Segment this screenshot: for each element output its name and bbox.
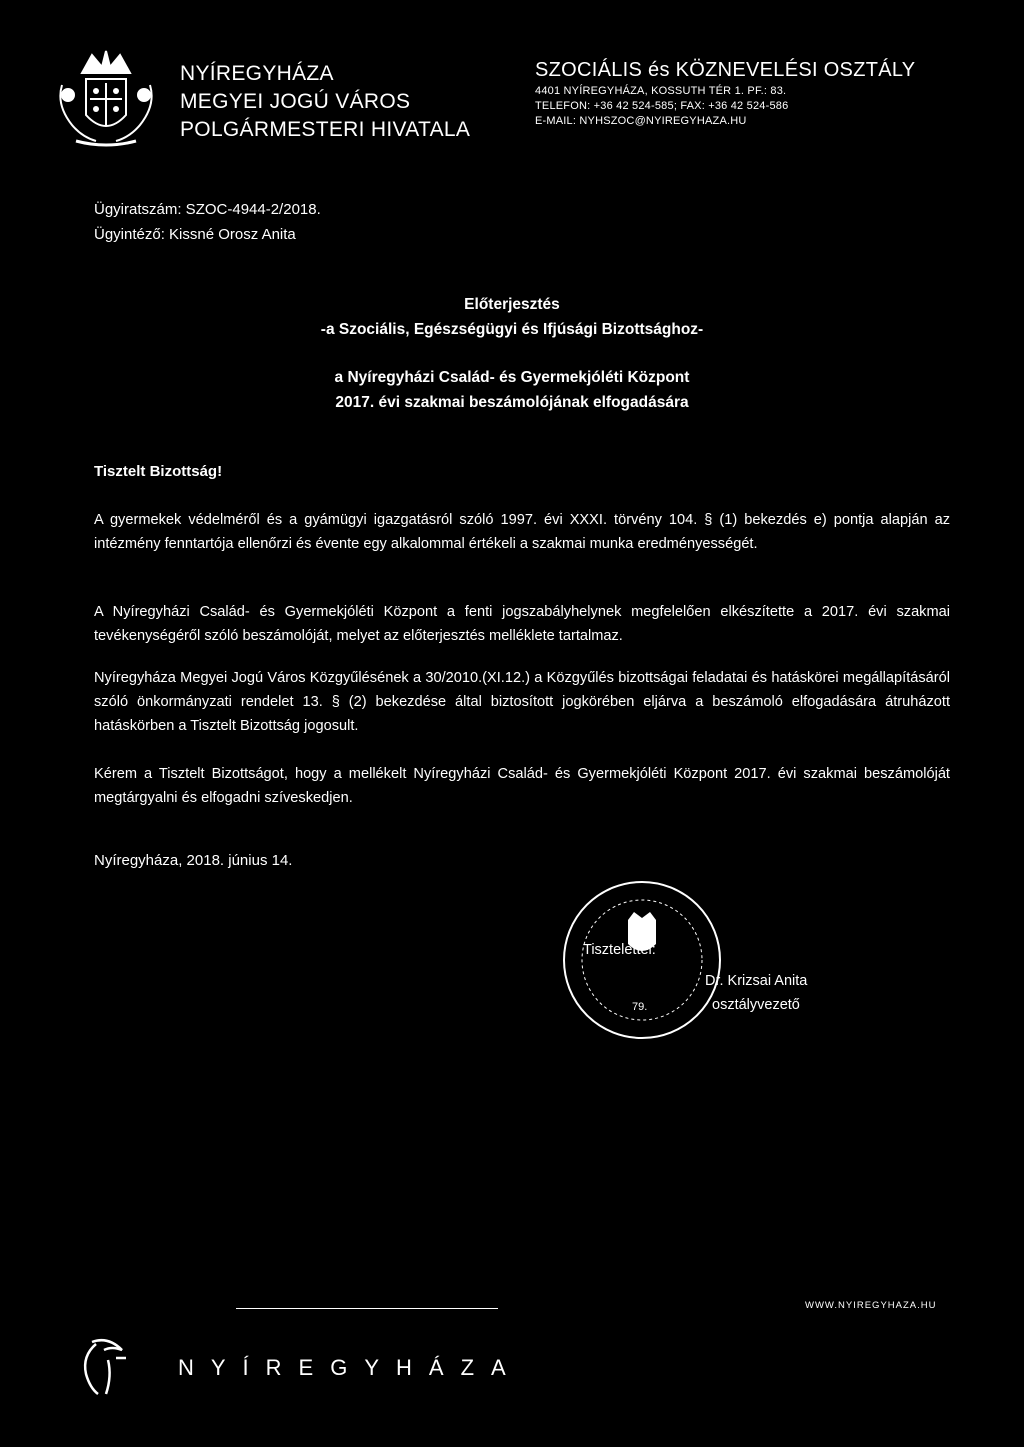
paragraph-legal-basis: A gyermekek védelméről és a gyámügyi igazgatásról szóló 1997. évi XXXI. törvény 104. § (1) bekezdés e) pontja alapján az intézmény fenntartója ellenőrzi és évente egy alkalommal értékeli a szakmai munka eredményességét. <box>94 512 950 552</box>
department-phone-fax: TELEFON: +36 42 524-585; FAX: +36 42 524-586 <box>535 100 789 112</box>
city-rank-line: MEGYEI JOGÚ VÁROS <box>180 90 411 113</box>
department-address: 4401 NYÍREGYHÁZA, KOSSUTH TÉR 1. PF.: 83. <box>535 85 787 97</box>
signatory-name: Dr. Krizsai Anita <box>705 973 808 989</box>
signatory-title: osztályvezető <box>712 997 800 1013</box>
paragraph-report-prepared: A Nyíregyházi Család- és Gyermekjóléti Központ a fenti jogszabályhelynek megfelelően elkészítette a 2017. évi szakmai tevékenységéről szóló beszámolóját, melyet az előterjesztés melléklete tartalmaz. <box>94 604 950 644</box>
coat-of-arms-logo <box>52 45 160 150</box>
department-email: E-MAIL: NYHSZOC@NYIREGYHAZA.HU <box>535 115 747 127</box>
footer-divider <box>236 1308 498 1309</box>
svg-text:79.: 79. <box>632 1001 648 1013</box>
office-name-line: POLGÁRMESTERI HIVATALA <box>180 118 471 141</box>
committee-line: -a Szociális, Egészségügyi és Ifjúsági Bizottsághoz- <box>320 321 704 338</box>
reference-block <box>94 197 321 247</box>
paragraph-request: Kérem a Tisztelt Bizottságot, hogy a mellékelt Nyíregyházi Család- és Gyermekjóléti Központ 2017. évi szakmai beszámolóját megtárgyalni és elfogadni szíveskedjen. <box>94 766 950 806</box>
paragraph-authority: Nyíregyháza Megyei Jogú Város Közgyűlésének a 30/2010.(XI.12.) a Közgyűlés bizottságai feladatai és hatáskörei megállapításáról szóló önkormányzati rendelet 13. § (2) bekezdése által biztosított jogkörében eljárva a beszámoló elfogadására átruházott hatáskörben a Tisztelt Bizottság jogosult. <box>94 670 950 734</box>
footer-website[interactable]: WWW.NYIREGYHAZA.HU <box>805 1300 937 1311</box>
date-line: Nyíregyháza, 2018. június 14. <box>94 852 293 869</box>
file-number: Ügyiratszám: SZOC-4944-2/2018. <box>94 201 321 218</box>
city-logo-icon <box>78 1336 138 1396</box>
closing-regards: Tisztelettel: <box>583 942 656 958</box>
issuer-block <box>180 60 470 144</box>
department-block <box>535 58 915 129</box>
official-stamp <box>556 880 736 1050</box>
footer-city-name: NYÍREGYHÁZA <box>178 1355 523 1380</box>
subject-line-1: a Nyíregyházi Család- és Gyermekjóléti Központ <box>334 369 690 386</box>
department-name: SZOCIÁLIS és KÖZNEVELÉSI OSZTÁLY <box>535 59 916 81</box>
greeting: Tisztelt Bizottság! <box>94 463 223 480</box>
document-title: Előterjesztés <box>464 296 560 313</box>
case-officer: Ügyintéző: Kissné Orosz Anita <box>94 226 296 243</box>
city-name-line: NYÍREGYHÁZA <box>180 62 334 85</box>
subject-line-2: 2017. évi szakmai beszámolójának elfogadására <box>335 394 689 411</box>
